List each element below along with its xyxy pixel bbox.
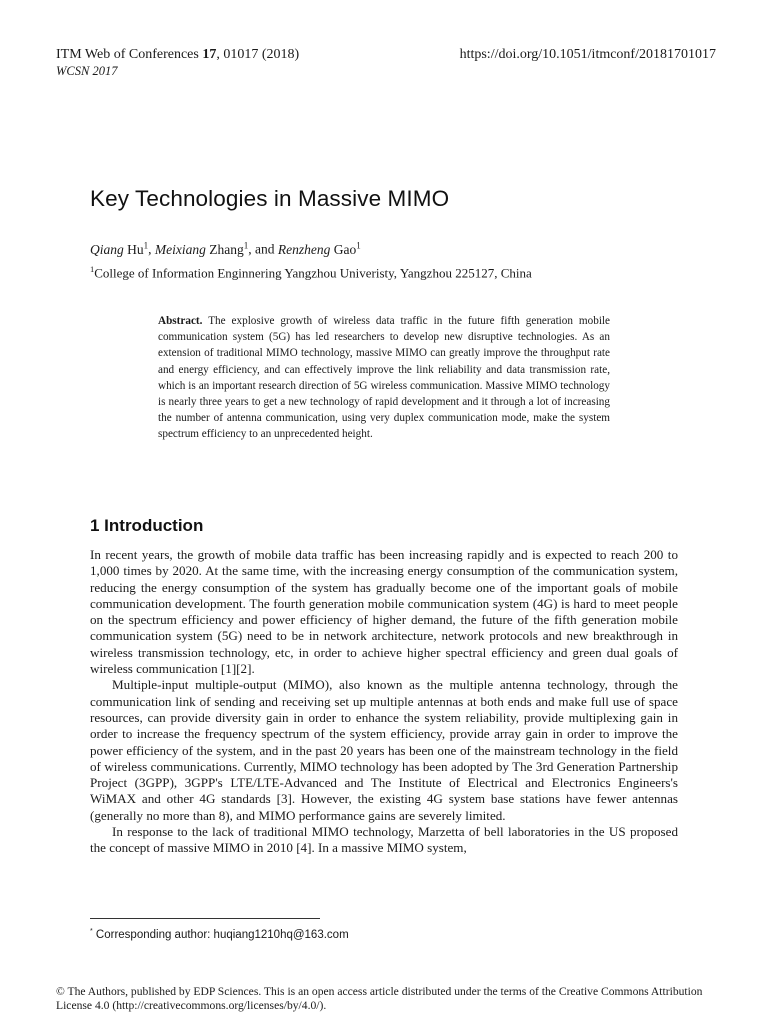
paragraph: Multiple-input multiple-output (MIMO), also known as the multiple antenna technology, through the communication link of sending and receiving set up multiple antennas at both ends and make full use of space resources, can provide diversity gain in order to enhance the system reliability, provide multiplexing gain in order to increase the frequency spectrum of the system efficiency, provide array gain in order to improve the power efficiency of the system, and in the past 20 years has been one of the mainstream technology in the field of wireless communications. Currently, MIMO technology has been adopted by The 3rd Generation Partnership Project (3GPP), 3GPP's LTE/LTE-Advanced and The Institute of Electrical and Electronics Engineers's WiMAX and other 4G standards [3]. However, the existing 4G system base stations have fewer antennas (generally no more than 8), and MIMO performance gains are severely limited.: [90, 677, 678, 823]
author: Renzheng Gao$^1$: [277, 240, 361, 257]
author: Qiang Hu$^1$: [90, 240, 149, 257]
journal-name: ITM Web of Conferences: [56, 47, 203, 62]
paragraph: In recent years, the growth of mobile data traffic has been increasing rapidly and is expected to reach 200 to 1,000 times by 2020. At the same time, with the increasing energy consumption of the communication system, reducing the energy consumption of the system has gradually become one of the important goals of mobile communication development. The fourth generation mobile communication system (4G) is hard to meet people on the spectrum efficiency and power efficiency of higher demand, the future of the fifth generation mobile communication system (5G) need to be in network architecture, network protocols and new breakthrough in wireless transmission technology, etc, in order to achieve higher spectral efficiency and green dual goals of wireless communication [1][2].: [90, 547, 678, 677]
section-body: [90, 547, 678, 857]
section-heading: 1 Introduction: [90, 516, 204, 535]
author-list: Qiang Hu$^1$, Meixiang Zhang$^1$, and Renzheng Gao$^1$: [90, 240, 361, 257]
paragraph: In response to the lack of traditional MIMO technology, Marzetta of bell laboratories in the US proposed the concept of massive MIMO in 2010 [4]. In a massive MIMO system,: [90, 824, 678, 856]
abstract-label: Abstract.: [158, 315, 203, 327]
affiliation-text: College of Information Enginnering Yangzhou Univeristy, Yangzhou 225127, China: [94, 265, 532, 281]
journal-volume: 17: [202, 47, 217, 62]
conference-subtitle: WCSN 2017: [56, 64, 118, 78]
running-header-left: [56, 46, 299, 80]
license-notice: © The Authors, published by EDP Sciences. This is an open access article distributed under the terms of the Creative Commons Attribution License 4.0 (http://creativecommons.org/licenses/by/4.0/).: [56, 985, 703, 1012]
paper-title: Key Technologies in Massive MIMO: [90, 186, 450, 211]
footnote-text: Corresponding author: huqiang1210hq@163.com: [92, 928, 349, 941]
affiliation: [90, 264, 532, 281]
author: Meixiang Zhang$^1$: [154, 240, 249, 257]
footnote-divider: [90, 918, 320, 919]
footnote-mark: *: [90, 928, 93, 935]
abstract-text: The explosive growth of wireless data traffic in the future fifth generation mobile communication system (5G) has led researchers to develop new disruptive technologies. As an extension of traditional MIMO technology, massive MIMO can greatly improve the throughput rate and energy efficiency, and can effectively improve the link reliability and data transmission rate, which is an important research direction of 5G wireless communication. Massive MIMO technology is nearly three years to get a new technology of rapid development and it through a lot of increasing the number of antenna communication, using very duplex communication mode, make the system spectrum efficiency to an unprecedented height.: [158, 315, 610, 441]
footnote: [90, 928, 349, 941]
abstract: [158, 313, 610, 443]
doi-link[interactable]: https://doi.org/10.1051/itmconf/20181701017: [459, 47, 716, 62]
article-number-year: , 01017 (2018): [216, 47, 300, 62]
affiliation-mark: 1: [90, 264, 95, 274]
journal-citation: [56, 46, 299, 63]
